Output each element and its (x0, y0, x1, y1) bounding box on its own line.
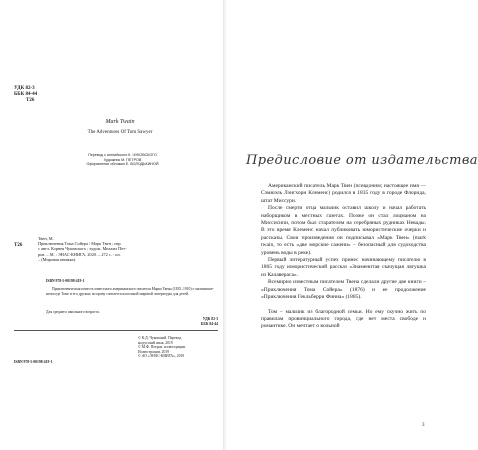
paragraph: После смерти отца мальчик оставил школу и начал работать наборщиком в местных газетах. Позже он стал лоцманом на Миссисипи, потом был старателем на серебряных рудниках Невады. В это время Клеменс начал публиковать юмористические очерки и рассказы. Свои произведения он подписывал «Марк Твен» (mark twain, то есть «две морские сажени» – безопасный для судоходства уровень воды в реке). (261, 205, 426, 256)
cover-design-credit: Оформление обложки Е. ВОЛОДЬКИНОЙ (86, 162, 159, 167)
udk-code: УДК 82-3 (14, 86, 35, 91)
copyright-block: © К.Д. Чуковский. Перевод на русский язык, 2019 © М.Ф. Петров, иллюстрации. Иллюстрации, 2019 © АО «ЭНАС-КНИГА», 2019 (138, 336, 186, 359)
bottom-udk: УДК 82-3 (202, 317, 218, 321)
annotation: Приключенческая повесть известного американского писателя Марка Твена (1835–1910) о мальчишке-непоседе Томе и его друзьях по праву считается классикой мировой литературы для детей. (46, 287, 214, 296)
paragraph: Всемирно известным писателем Твена сделали другие две книги – «Приключения Тома Сойера» (1876) и ее продолжение «Приключения Гекльберри Финна» (1885). (261, 279, 426, 301)
bbk-code: ББК 84-44 (14, 92, 38, 97)
bottom-classification (150, 317, 218, 326)
translator-credit: Перевод с английского К. ЧУКОВСКОГО (88, 153, 157, 157)
left-page (0, 0, 224, 450)
author-english: Mark Twain (105, 119, 135, 125)
catalog-entry: Твен, М. Приключения Тома Сойера / Марк Твен ; пер. с англ. Корнея Чуковского ; худож. Михаил Пет- ров. – М. : ЭНАС-КНИГА, 2020. – 272 с. : ил. – (Мировая книжка). (38, 236, 127, 262)
preface-heading: Предисловие от издательства (246, 153, 478, 168)
divider (14, 330, 218, 331)
title-english: The Adventures Of Tom Sawyer (87, 130, 153, 135)
catalog-code: Т26 (14, 243, 23, 248)
preface-text (261, 183, 426, 331)
illustrator-credit: Художник М. ПЕТРОВ (103, 157, 142, 162)
page-number: 3 (422, 423, 425, 428)
age-note: Для среднего школьного возраста. (46, 310, 100, 314)
paragraph: Американский писатель Марк Твен (псевдоним; настоящее имя — Сэмюэль Лэнгхорн Клеменс) родился в 1835 году в городе Флорида, штат Миссури. (261, 183, 426, 204)
right-page (226, 0, 478, 450)
isbn-main: ISBN 978-5-00198-419-1 (14, 360, 53, 364)
paragraph: Том – мальчик из благородной семьи. Но ему скучно жить по правилам провинциального города, где нет места свободе и романтике. Он мечтает о вольной (261, 308, 426, 330)
paragraph: Первый литературный успех принес начинающему писателю в 1865 году юмористический рассказ «Знаменитая скачущая лягушка из Калавераса». (261, 257, 426, 278)
bottom-bbk: ББК 84-44 (200, 321, 218, 326)
isbn-catalog: ISBN 978-5-00198-419-1 (46, 279, 85, 283)
author-mark-code: Т26 (26, 98, 35, 103)
classification-block (14, 86, 37, 104)
credits-block (40, 153, 205, 167)
